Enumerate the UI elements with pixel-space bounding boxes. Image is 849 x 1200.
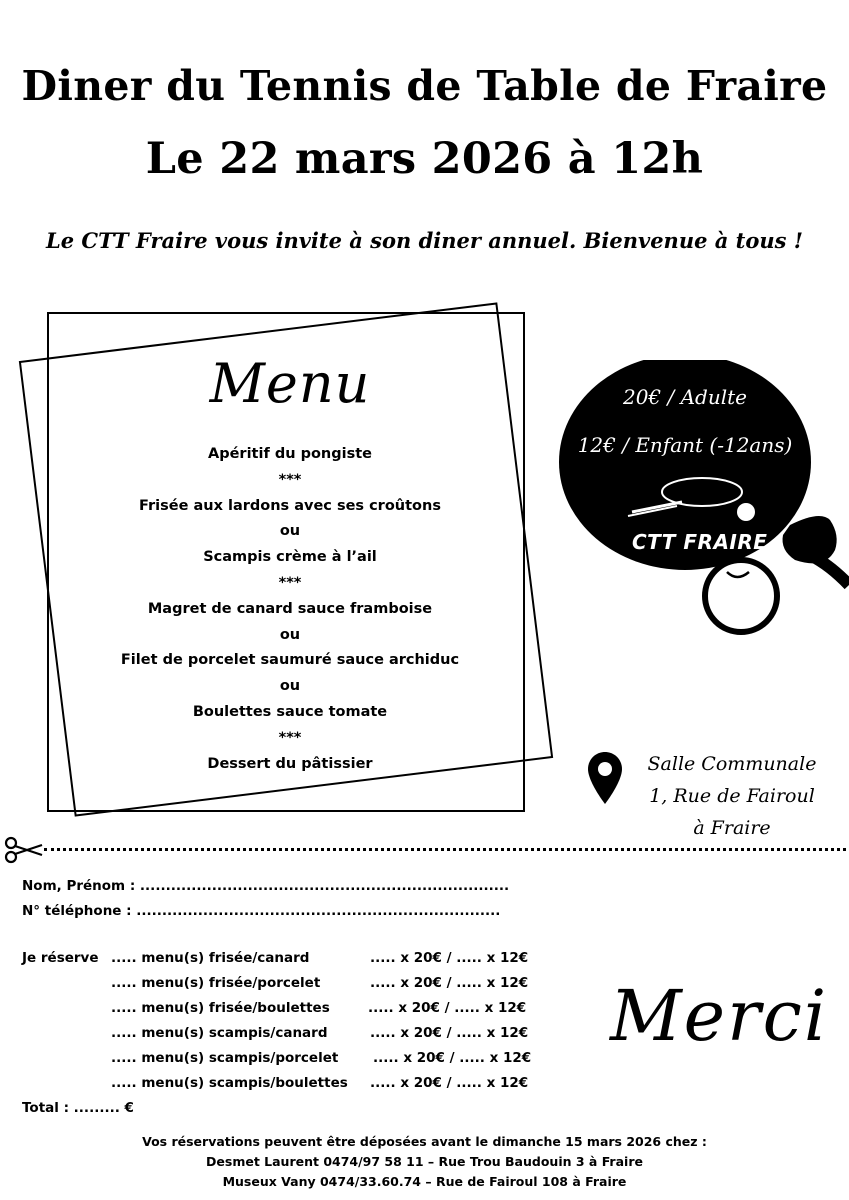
reservation-row-menu: ..... menu(s) scampis/porcelet bbox=[111, 1050, 339, 1066]
menu-item: Frisée aux lardons avec ses croûtons bbox=[139, 497, 441, 514]
venue-address bbox=[632, 748, 832, 844]
name-field: Nom, Prénom : ........................................................................ bbox=[22, 878, 510, 894]
cut-line bbox=[44, 848, 846, 851]
price-child: 12€ / Enfant (-12ans) bbox=[577, 433, 793, 457]
menu-item: Apéritif du pongiste bbox=[208, 446, 372, 462]
menu-title: Menu bbox=[209, 352, 371, 415]
reservation-row-menu: ..... menu(s) scampis/canard bbox=[111, 1025, 328, 1041]
menu-item: Boulettes sauce tomate bbox=[192, 703, 388, 720]
menu-list bbox=[90, 442, 490, 777]
event-date: Le 22 mars 2026 à 12h bbox=[145, 134, 704, 184]
reserve-label: Je réserve bbox=[22, 950, 99, 966]
footer-deadline: Vos réservations peuvent être déposées avant le dimanche 15 mars 2026 chez : bbox=[142, 1134, 707, 1149]
venue-street: 1, Rue de Fairoul bbox=[649, 785, 815, 807]
reservation-row-price: ..... x 20€ / ..... x 12€ bbox=[370, 950, 529, 966]
footer-contact-1: Desmet Laurent 0474/97 58 11 – Rue Trou Baudouin 3 à Fraire bbox=[206, 1154, 643, 1169]
reservation-row-price: ..... x 20€ / ..... x 12€ bbox=[370, 1025, 529, 1041]
reservation-row-price: ..... x 20€ / ..... x 12€ bbox=[368, 1000, 527, 1016]
price-adult: 20€ / Adulte bbox=[622, 385, 748, 409]
merci-text: Merci bbox=[610, 975, 829, 1057]
reservation-row-menu: ..... menu(s) scampis/boulettes bbox=[111, 1075, 348, 1091]
menu-or: ou bbox=[279, 626, 301, 643]
phone-field: N° téléphone : ....................................................................... bbox=[22, 903, 501, 919]
total-field: Total : ......... € bbox=[22, 1100, 134, 1116]
menu-separator: *** bbox=[278, 729, 302, 746]
menu-separator: *** bbox=[278, 471, 302, 488]
mini-paddle-icon bbox=[622, 472, 762, 522]
reservation-row-menu: ..... menu(s) frisée/boulettes bbox=[111, 1000, 330, 1016]
menu-item: Scampis crème à l’ail bbox=[203, 549, 377, 566]
menu-or: ou bbox=[279, 678, 301, 695]
reservation-row-price: ..... x 20€ / ..... x 12€ bbox=[370, 1075, 529, 1091]
menu-or: ou bbox=[279, 523, 301, 540]
scissors-icon bbox=[4, 836, 44, 864]
menu-separator: *** bbox=[278, 574, 302, 591]
reservation-row-price: ..... x 20€ / ..... x 12€ bbox=[373, 1050, 532, 1066]
menu-item: Dessert du pâtissier bbox=[207, 755, 373, 772]
reservation-row-price: ..... x 20€ / ..... x 12€ bbox=[370, 975, 529, 991]
invitation-text: Le CTT Fraire vous invite à son diner annuel. Bienvenue à tous ! bbox=[45, 228, 804, 253]
reservation-row-menu: ..... menu(s) frisée/canard bbox=[111, 950, 310, 966]
club-logo: CTT FRAIRE bbox=[632, 530, 768, 554]
menu-item: Magret de canard sauce framboise bbox=[147, 600, 433, 617]
venue-name: Salle Communale bbox=[647, 753, 817, 775]
reservation-row-menu: ..... menu(s) frisée/porcelet bbox=[111, 975, 321, 991]
menu-item: Filet de porcelet saumuré sauce archiduc bbox=[120, 652, 460, 669]
footer-contact-2: Museux Vany 0474/33.60.74 – Rue de Fairoul 108 à Fraire bbox=[222, 1174, 627, 1189]
map-pin-icon bbox=[588, 752, 622, 804]
event-title: Diner du Tennis de Table de Fraire bbox=[21, 62, 828, 110]
venue-town: à Fraire bbox=[693, 817, 771, 839]
